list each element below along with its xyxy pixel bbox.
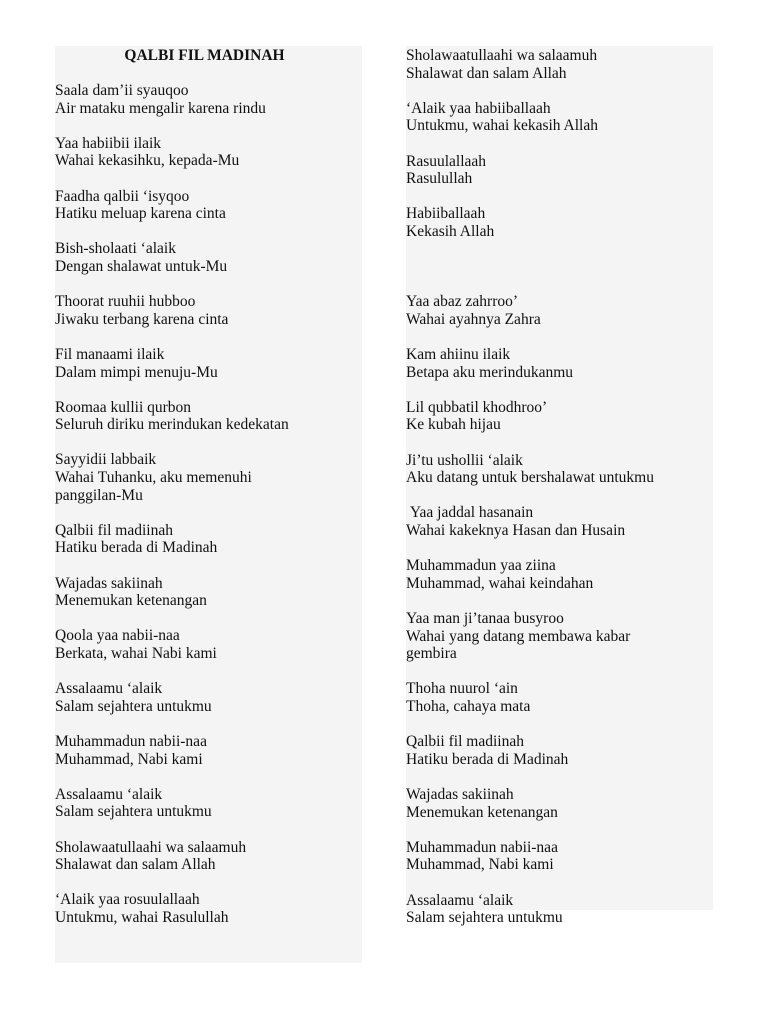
arabic-transliteration-line: Thoha nuurol ‘ain <box>406 680 518 698</box>
arabic-transliteration-line: Yaa man ji’tanaa busyroo <box>406 610 564 627</box>
arabic-transliteration-line: Habiiballaah <box>406 205 486 223</box>
translation-line: Wahai yang datang membawa kabar <box>406 627 631 645</box>
translation-line: Muhammad, Nabi kami <box>55 750 203 768</box>
document-title: QALBI FIL MADINAH <box>124 47 285 64</box>
stanza-gap <box>406 540 713 558</box>
translation-line: Ke kubah hijau <box>406 416 501 434</box>
translation-line: Dengan shalawat untuk-Mu <box>55 257 228 275</box>
arabic-transliteration-line: Sholawaatullaahi wa salaamuh <box>406 47 598 64</box>
arabic-transliteration-line: Muhammadun yaa ziina <box>406 557 556 575</box>
right-column-body <box>406 46 713 927</box>
arabic-transliteration-line: Wajadas sakiinah <box>406 785 514 803</box>
arabic-transliteration-line: Lil qubbatil khodhroo’ <box>406 398 548 416</box>
translation-line: Aku datang untuk bershalawat untukmu <box>406 469 654 487</box>
arabic-transliteration-line: Thoorat ruuhii hubboo <box>55 293 196 311</box>
stanza <box>55 188 362 223</box>
translation-line: Untukmu, wahai Rasulullah <box>55 908 229 926</box>
stanza <box>406 504 713 539</box>
arabic-transliteration-line: Qalbii fil madiinah <box>406 733 524 751</box>
arabic-transliteration-line: Muhammadun nabii-naa <box>406 838 558 856</box>
translation-line: Kekasih Allah <box>406 222 495 240</box>
translation-line: Salam sejahtera untukmu <box>55 697 212 715</box>
stanza <box>55 346 362 381</box>
stanza-gap <box>406 768 713 786</box>
stanza <box>55 839 362 874</box>
translation-line: Muhammad, Nabi kami <box>406 856 554 874</box>
stanza-gap <box>406 381 713 399</box>
stanza <box>55 135 362 170</box>
translation-line: panggilan-Mu <box>55 486 143 504</box>
stanza <box>406 892 713 927</box>
stanza-gap <box>55 610 362 628</box>
translation-line: Wahai Tuhanku, aku memenuhi <box>55 469 252 487</box>
stanza <box>406 153 713 188</box>
arabic-transliteration-line: Rasuulallaah <box>406 152 487 170</box>
stanza <box>55 891 362 926</box>
arabic-transliteration-line: Assalaamu ‘alaik <box>406 891 514 909</box>
stanza-gap <box>55 874 362 892</box>
stanza <box>55 82 362 117</box>
translation-line: Dalam mimpi menuju-Mu <box>55 363 218 381</box>
stanza-gap <box>55 434 362 452</box>
arabic-transliteration-line: Yaa abaz zahrroo’ <box>406 293 519 311</box>
stanza <box>55 733 362 768</box>
stanza-gap <box>55 328 362 346</box>
translation-line: Untukmu, wahai kekasih Allah <box>406 117 598 135</box>
stanza-gap <box>406 821 713 839</box>
translation-line: Muhammad, wahai keindahan <box>406 574 594 592</box>
stanza <box>55 522 362 557</box>
translation-line: Wahai ayahnya Zahra <box>406 310 541 328</box>
arabic-transliteration-line: Qalbii fil madiinah <box>55 521 173 539</box>
stanza <box>55 786 362 821</box>
blank-line <box>406 258 713 276</box>
stanza <box>406 680 713 715</box>
stanza <box>406 205 713 240</box>
stanza-gap <box>406 276 713 294</box>
stanza <box>406 346 713 381</box>
stanza-gap <box>406 434 713 452</box>
stanza <box>406 839 713 874</box>
translation-line: Air mataku mengalir karena rindu <box>55 99 266 117</box>
stanza-gap <box>406 241 713 259</box>
translation-line: Hatiku berada di Madinah <box>406 750 569 768</box>
translation-line: Menemukan ketenangan <box>406 803 558 821</box>
stanza <box>406 557 713 592</box>
translation-line: Wahai kakeknya Hasan dan Husain <box>406 522 626 540</box>
stanza-gap <box>55 768 362 786</box>
arabic-transliteration-line: ‘Alaik yaa habiiballaah <box>406 99 551 117</box>
stanza <box>406 258 713 276</box>
stanza <box>406 47 713 82</box>
right-column <box>406 46 713 927</box>
stanza <box>55 575 362 610</box>
stanza <box>55 399 362 434</box>
stanza <box>55 451 362 504</box>
arabic-transliteration-line: Kam ahiinu ilaik <box>406 346 511 364</box>
stanza-gap <box>55 557 362 575</box>
stanza <box>406 399 713 434</box>
stanza <box>406 452 713 487</box>
stanza-gap <box>55 381 362 399</box>
translation-line: Jiwaku terbang karena cinta <box>55 310 229 328</box>
stanza <box>406 610 713 663</box>
translation-line: Salam sejahtera untukmu <box>406 909 563 927</box>
stanza-gap <box>55 821 362 839</box>
arabic-transliteration-line: Saala dam’ii syauqoo <box>55 82 189 99</box>
stanza-gap <box>55 663 362 681</box>
translation-line: Salam sejahtera untukmu <box>55 803 212 821</box>
arabic-transliteration-line: Wajadas sakiinah <box>55 574 163 592</box>
stanza <box>406 733 713 768</box>
arabic-transliteration-line: Faadha qalbii ‘isyqoo <box>55 187 190 205</box>
arabic-transliteration-line: Assalaamu ‘alaik <box>55 680 163 698</box>
translation-line: Shalawat dan salam Allah <box>406 64 567 82</box>
stanza-gap <box>406 716 713 734</box>
arabic-transliteration-line: Ji’tu ushollii ‘alaik <box>406 451 523 469</box>
stanza-gap <box>55 223 362 241</box>
translation-line: Thoha, cahaya mata <box>406 697 531 715</box>
stanza-gap <box>406 874 713 892</box>
stanza <box>55 240 362 275</box>
stanza <box>406 786 713 821</box>
arabic-transliteration-line: Assalaamu ‘alaik <box>55 785 163 803</box>
arabic-transliteration-line: Muhammadun nabii-naa <box>55 732 207 750</box>
arabic-transliteration-line: Sayyidii labbaik <box>55 451 157 469</box>
arabic-transliteration-line: Yaa jaddal hasanain <box>406 504 534 522</box>
stanza-gap <box>55 117 362 135</box>
stanza <box>406 293 713 328</box>
left-column-body <box>55 65 362 927</box>
arabic-transliteration-line: Roomaa kullii qurbon <box>55 398 192 416</box>
arabic-transliteration-line: ‘Alaik yaa rosuulallaah <box>55 891 200 909</box>
stanza-gap <box>406 188 713 206</box>
stanza-gap <box>55 504 362 522</box>
left-column <box>55 46 362 963</box>
stanza-gap <box>406 592 713 610</box>
translation-line: Menemukan ketenangan <box>55 592 207 610</box>
arabic-transliteration-line: Yaa habiibii ilaik <box>55 134 162 152</box>
translation-line: Hatiku berada di Madinah <box>55 539 218 557</box>
translation-line: Wahai kekasihku, kepada-Mu <box>55 152 240 170</box>
arabic-transliteration-line: Bish-sholaati ‘alaik <box>55 240 176 258</box>
stanza-gap <box>55 715 362 733</box>
stanza-gap <box>55 170 362 188</box>
translation-line: Rasulullah <box>406 170 473 188</box>
arabic-transliteration-line: Fil manaami ilaik <box>55 345 165 363</box>
stanza-gap <box>406 82 713 100</box>
stanza-gap <box>406 329 713 347</box>
translation-line: Betapa aku merindukanmu <box>406 363 574 381</box>
translation-line: Berkata, wahai Nabi kami <box>55 645 217 662</box>
stanza <box>55 627 362 662</box>
translation-line: Hatiku meluap karena cinta <box>55 205 226 223</box>
stanza-gap <box>406 135 713 153</box>
stanza <box>55 680 362 715</box>
stanza-gap <box>55 276 362 294</box>
translation-line: gembira <box>406 645 457 663</box>
stanza-gap <box>406 663 713 681</box>
stanza <box>406 100 713 135</box>
stanza-gap <box>406 487 713 505</box>
stanza <box>55 293 362 328</box>
arabic-transliteration-line: Sholawaatullaahi wa salaamuh <box>55 838 247 856</box>
translation-line: Shalawat dan salam Allah <box>55 856 216 874</box>
arabic-transliteration-line: Qoola yaa nabii-naa <box>55 627 180 645</box>
translation-line: Seluruh diriku merindukan kedekatan <box>55 416 289 434</box>
